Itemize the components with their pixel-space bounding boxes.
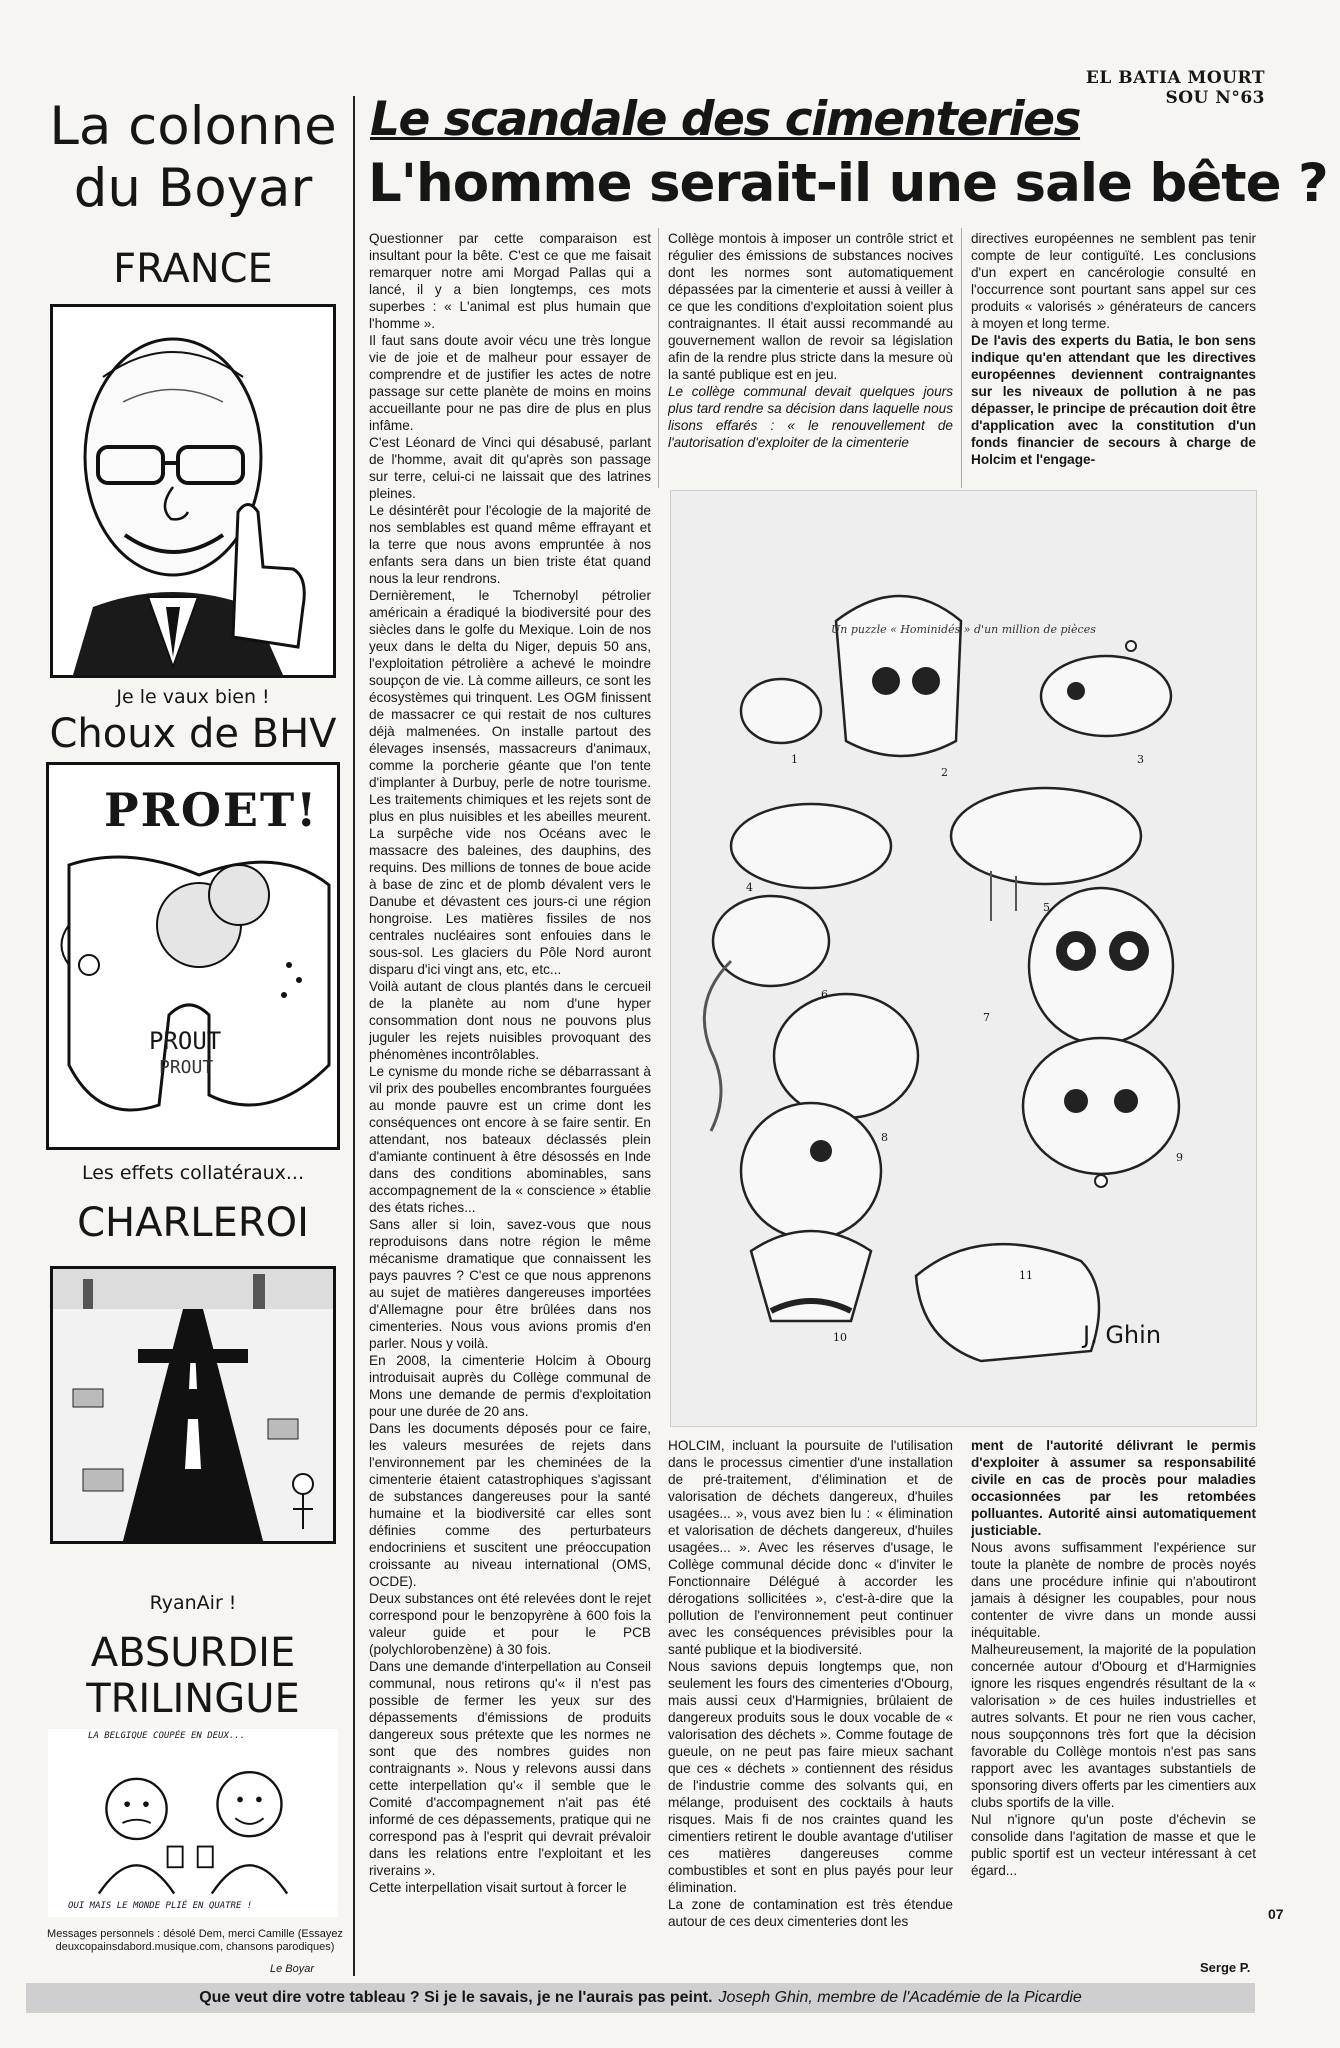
figure-number: 5	[1043, 901, 1050, 914]
paragraph: Le collège communal devait quelques jours plus tard rendre sa décision dans laquelle nous lisons effarés : « le renouvellement de l'autorisation d'exploiter de la cimenterie	[668, 384, 953, 450]
figure-number: 10	[833, 1331, 847, 1344]
figure-number: 1	[791, 753, 798, 766]
cartoon-caption-bhv: Les effets collatéraux...	[81, 1162, 304, 1184]
paragraph: Il faut sans doute avoir vécu une très longue vie de joie et de malheur pour essayer de comprendre et de justifier les actes de notre passage sur cette planète de moins en moins accueillante pour ne pas dire de plus en plus infâme.	[369, 333, 651, 433]
issue-tag: EL BATIA MOURT SOU N°63	[1085, 68, 1265, 108]
paragraph: Cette interpellation visait surtout à forcer le	[369, 1880, 627, 1895]
illustration-signature: J. Ghin	[1083, 1321, 1162, 1349]
column-title-line1: La colonne	[49, 96, 337, 157]
figure-number: 7	[983, 1011, 990, 1024]
paragraph: En 2008, la cimenterie Holcim à Obourg introduisait auprès du Collège communal de Mons une demande de permis d'exploitation pour une durée de 20 ans.	[369, 1353, 651, 1419]
cartoon-caption-france: Je le vaux bien !	[116, 686, 270, 708]
cartoon-heading-bhv: Choux de BHV	[49, 711, 337, 757]
paragraph: Le désintérêt pour l'écologie de la majorité de nos semblables est quand même effrayant et la terre que nous avons empruntée à nos enfants sera dans un bien triste état quand nous la leur rendrons.	[369, 503, 651, 586]
footer-quote-bar	[26, 1983, 1255, 2013]
paragraph: C'est Léonard de Vinci qui désabusé, parlant de l'homme, avait dit qu'après son passage sur terre, celui-ci ne laissait que des latrines pleines.	[369, 435, 651, 501]
footer-attribution: Joseph Ghin, membre de l'Académie de la Picardie	[718, 1989, 1082, 2006]
paragraph: Collège montois à imposer un contrôle strict et régulier des émissions de substances nocives dont les normes sont automatiquement dépassées par la cimenterie et aussi à veiller à ce que les conditions d'exploitation soient plus contraignantes. Il était aussi recommandé au gouvernement wallon de revoir sa législation afin de la rendre plus stricte dans la mesure où la santé publique est en jeu.	[668, 231, 953, 382]
paragraph: Le cynisme du monde riche se débarrassant à vil prix des poubelles encombrantes fourguées au monde pauvre est un crime dont les conséquences ont encore à se faire sentir. En attendant, nos bateaux déclassés plein d'amiante continuent à être désossés en Inde dans des conditions abominables, sans accompagnement de la « conscience » établie des états riches...	[369, 1064, 651, 1215]
paragraph: Nous savions depuis longtemps que, non seulement les fours des cimenteries d'Obourg, mais aussi ceux d'Harmignies, brûlaient de dangereux produits sous le doux vocable de « valorisation des déchets ». Comme foutage de gueule, on ne peut pas faire mieux sachant que ces « déchets » contiennent des résidus de l'industrie comme des solvants qui, en mélange, produisent des cocktails à hauts risques. Mais fi de nos craintes quand les cimentiers retirent le double avantage d'utiliser ces matières dangereuses comme combustibles et sont en plus payés pour leur élimination.	[668, 1659, 953, 1895]
paragraph: Deux substances ont été relevées dont le rejet correspond pour le benzopyrène à 600 fois la valeur guide et pour le PCB (polychlorobenzène) à 30 fois.	[369, 1591, 651, 1657]
figure-number: 8	[881, 1131, 888, 1144]
cartoon-caption-charleroi: RyanAir !	[149, 1592, 237, 1614]
cartoon-heading-absurdie: ABSURDIE TRILINGUE	[86, 1630, 300, 1722]
cartoon-absurdie-drawing	[48, 1743, 338, 1903]
column-title-line2: du Boyar	[73, 158, 313, 219]
cartoon-heading-france: FRANCE	[113, 246, 273, 292]
paragraph: Dernièrement, le Tchernobyl pétrolier américain a éradiqué la biodiversité pour des siècles dans le golfe du Mexique. Loin de nos yeux dans le delta du Niger, depuis 50 ans, l'exploitation pétrolière a achevé le moindre soupçon de vie. Là comme ailleurs, ce sont les écosystèmes qui trinquent. Les OGM finissent de massacrer ce qui restait de nos cultures déjà malmenées. On installe partout des élevages insensés, massacreurs d'animaux, comme la porcherie géante que l'on tente d'implanter à Durbuy, perle de notre tourisme. Les traitements chimiques et les rejets sont de plus en plus nuisibles et les abeilles meurent. La surpêche vide nos Océans avec le massacre des baleines, des dauphins, des requins. Des millions de tonnes de boue acide à base de zinc et de plomb dévalent vers le Danube et dévastent ces jours-ci une région hongroise. Les matières fissiles de nos centrales nucléaires sont enfouies dans le sous-sol. Les glaciers du Pôle Nord auront disparu d'ici vingt ans, etc, etc...	[369, 588, 651, 977]
paragraph: Voilà autant de clous plantés dans le cercueil de la planète au nom d'une hyper consommation dont nous ne pouvons plus juguler les rejets nuisibles provoquant des phénomènes incontrôlables.	[369, 979, 651, 1062]
cartoon-bhv	[46, 762, 340, 1150]
cartoon-absurdie-text-1: LA BELGIQUE COUPÉE EN DEUX...	[88, 1731, 246, 1741]
cartoon-bhv-shout: PROET!	[104, 783, 319, 837]
article-column-3-top	[971, 230, 1256, 488]
figure-number: 4	[746, 881, 753, 894]
personal-messages: Messages personnels : désolé Dem, merci Camille (Essayez deuxcopainsdabord.musique.com, chansons parodiques)	[47, 1928, 343, 1953]
column-divider	[961, 228, 962, 488]
paragraph: HOLCIM, incluant la poursuite de l'utilisation dans le processus cimentier d'une installation de pré-traitement, d'élimination et de valorisation de déchets dangereux, d'huiles usagées... », vous avez bien lu : « élimination et valorisation de déchets dangereux, d'huiles usagées... ». Avec les réserves d'usage, le Collège communal décide donc « d'inviter le Fonctionnaire Délégué à accorder les dérogations sollicitées », c'est-à-dire que la pollution de l'environnement peut continuer avec les conséquences prévisibles pour la santé publique et la biodiversité.	[668, 1438, 953, 1657]
column-signature: Le Boyar	[270, 1963, 315, 1975]
cartoon-france	[50, 304, 336, 678]
page-number: 07	[1268, 1906, 1284, 1922]
footer-quote: Que veut dire votre tableau ? Si je le savais, je ne l'aurais pas peint.	[199, 1989, 713, 2006]
paragraph: Sans aller si loin, savez-vous que nous reproduisons dans notre région le même mécanisme dramatique que connaissent les pays pauvres ? C'est ce que nous apprenons au sujet de matières dangereuses importées d'Allemagne pour être brûlées dans nos cimenteries. Nous vous avions promis d'en parler. Nous y voilà.	[369, 1217, 651, 1351]
column-divider	[658, 228, 659, 488]
politician-caricature-drawing	[53, 307, 333, 675]
paragraph: Nul n'ignore qu'un poste d'échevin se consolide dans l'agitation de masse et que le public sportif est un vecteur intéressant à cet égard...	[971, 1812, 1256, 1878]
article-headline: L'homme serait-il une sale bête ?	[368, 153, 1328, 214]
article-column-3-bottom	[971, 1437, 1256, 1917]
column-divider	[353, 96, 355, 1976]
cartoon-charleroi-drawing	[53, 1269, 333, 1541]
cartoon-bhv-prout-2: PROUT	[159, 1057, 214, 1078]
figure-number: 9	[1176, 1151, 1183, 1164]
hominid-puzzle-illustration	[670, 490, 1257, 1427]
article-column-1	[369, 230, 651, 1975]
cartoon-absurdie	[48, 1729, 338, 1917]
paragraph: Malheureusement, la majorité de la population concernée autour d'Obourg et d'Harmignies ignore les risques engendrés résultant de la « valorisation » de ces huiles industrielles et autres solvants. Et pour ne rien vous cacher, nous soupçonnons très fort que la décision favorable du Collège montois n'est pas sans rapport avec les avantages substantiels de sponsoring divers offerts par les cimentiers aux clubs sportifs de la ville.	[971, 1642, 1256, 1810]
paragraph: Dans les documents déposés pour ce faire, les valeurs mesurées de rejets dans l'environnement par les cheminées de la cimenterie étaient catastrophiques s'agissant de substances dangereuses pour la santé humaine et la biodiversité car elles sont définies comme des perturbateurs endocriniens et suscitent une préoccupation croissante au niveau international (OMS, OCDE).	[369, 1421, 651, 1589]
paragraph: directives européennes ne semblent pas tenir compte de leur contiguïté. Les conclusions d'un expert en cancérologie consulté en l'occurrence sont pourtant sans appel sur ces produits « valorisés » générateurs de cancers à moyen et long terme.	[971, 231, 1256, 331]
article-author: Serge P.	[1200, 1960, 1251, 1975]
cartoon-charleroi	[50, 1266, 336, 1544]
article-column-2-top	[668, 230, 953, 488]
cartoon-heading-charleroi: CHARLEROI	[77, 1200, 309, 1246]
paragraph: De l'avis des experts du Batia, le bon sens indique qu'en attendant que les directives européennes deviennent contraignantes sur les niveaux de pollution à ne pas dépasser, le principe de précaution doit être d'application avec la constitution d'un fonds financier de secours à charge de Holcim et l'engage-	[971, 333, 1256, 467]
paragraph: Nous avons suffisamment l'expérience sur toute la planète de nombre de procès noyés dans une procédure infinie qui n'aboutiront jamais à désigner les coupables, pour nous contenter de vivre dans un monde aussi inéquitable.	[971, 1540, 1256, 1640]
boyar-column	[38, 96, 348, 1970]
paragraph: ment de l'autorité délivrant le permis d'exploiter à assumer sa responsabilité civile en cas de procès pour maladies occasionnées par les retombées polluantes. Autorité ainsi automatiquement justiciable.	[971, 1438, 1256, 1538]
paragraph: Dans une demande d'interpellation au Conseil communal, nous retirons qu'« il n'est pas possible de fermer les yeux sur des dépassements d'émissions de produits dangereux sous prétexte que les normes ne sont que des nombres guides non contraignants ». Nous y relevons aussi dans cette interpellation qu'« il semble que le Comité d'accompagnement n'ait pas été informé de ces dépassements, pratique qui ne correspond pas à l'esprit qui devrait prévaloir dans les relations entre l'exploitant et les riverains ».	[369, 1659, 651, 1878]
figure-number: 11	[1019, 1269, 1033, 1282]
figure-number: 6	[821, 988, 828, 1001]
article-kicker: Le scandale des cimenteries	[370, 92, 1081, 147]
article-column-2-bottom	[668, 1437, 953, 1977]
paragraph: Questionner par cette comparaison est insultant pour la bête. C'est ce que me faisait remarquer notre ami Morgad Pallas qui a lancé, il y a bien longtemps, ces mots superbes : « L'animal est plus humain que l'homme ».	[369, 231, 651, 331]
cartoon-absurdie-text-2: OUI MAIS LE MONDE PLIÉ EN QUATRE !	[68, 1901, 253, 1911]
figure-number: 3	[1137, 753, 1144, 766]
paragraph: La zone de contamination est très étendue autour de ces deux cimenteries dont les	[668, 1897, 953, 1929]
illustration-caption: Un puzzle « Hominidés » d'un million de pièces	[831, 623, 1096, 636]
figure-number: 2	[941, 766, 948, 779]
cartoon-bhv-prout-1: PROUT	[149, 1027, 222, 1055]
